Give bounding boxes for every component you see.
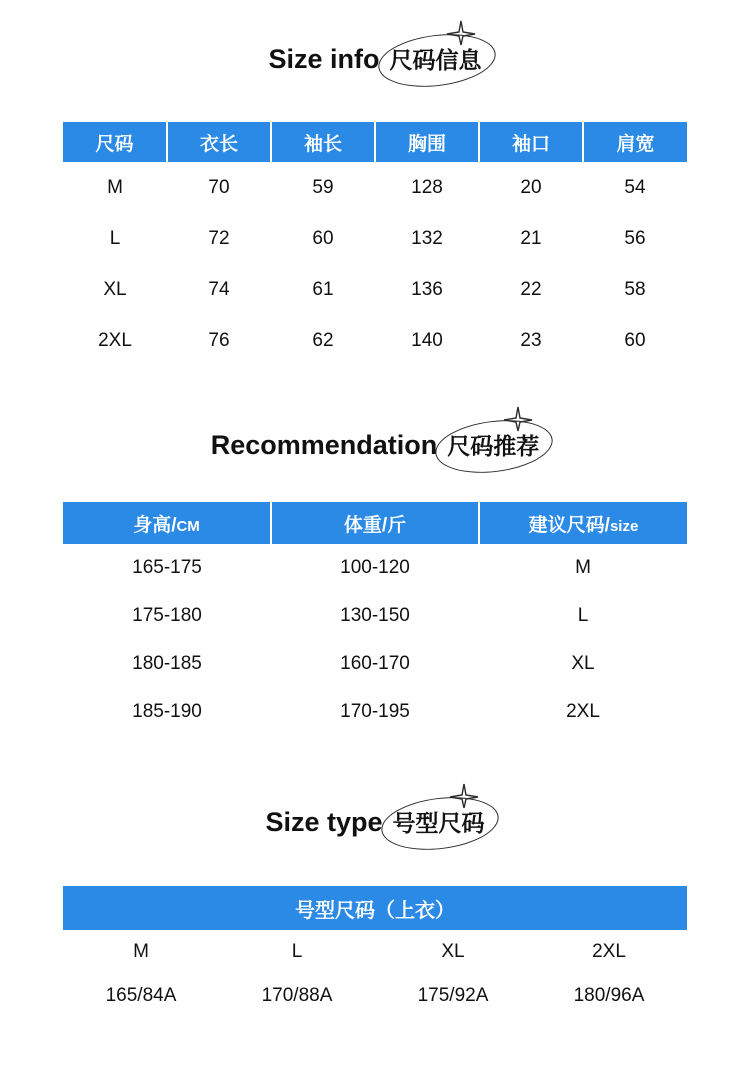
size-info-table: [63, 122, 687, 366]
cell: 140: [411, 329, 443, 351]
cell: 136: [411, 278, 443, 300]
cell: 62: [312, 329, 334, 351]
table-row: [63, 264, 687, 315]
cell: 58: [624, 278, 646, 300]
column-header: 袖口: [479, 122, 583, 162]
column-header-unit: size: [609, 517, 639, 535]
cell: M: [107, 176, 123, 198]
cell: 21: [520, 227, 542, 249]
cell: 170/88A: [261, 985, 333, 1006]
column-header-main: 体重/斤: [343, 514, 407, 536]
table-row: [63, 688, 687, 736]
cell: 72: [208, 227, 230, 249]
cell: M: [133, 941, 149, 962]
cell: 70: [208, 176, 230, 198]
cell: 100-120: [340, 557, 410, 578]
section-title-cn-wrap: [393, 805, 485, 838]
table-row: [63, 592, 687, 640]
table-row: [63, 930, 687, 974]
table-row: [63, 640, 687, 688]
cell: 60: [624, 329, 646, 351]
section-title-cn: 尺码推荐: [447, 433, 540, 459]
sparkle-icon: [447, 783, 481, 809]
table-header-row: [63, 502, 687, 544]
column-header-main: 身高/: [133, 514, 177, 536]
column-header: [63, 502, 271, 544]
cell: 175/92A: [417, 985, 489, 1006]
column-header: 袖长: [271, 122, 375, 162]
section-title-cn: 尺码信息: [389, 47, 482, 73]
cell: 128: [411, 176, 443, 198]
section-title-en: Size type: [265, 807, 383, 837]
cell: L: [109, 227, 121, 249]
cell: 56: [624, 227, 646, 249]
cell: 132: [411, 227, 443, 249]
section-title-en: Size info: [268, 44, 380, 74]
table-row: [63, 213, 687, 264]
column-header-main: 建议尺码/: [528, 514, 610, 536]
column-header: 肩宽: [583, 122, 687, 162]
sparkle-icon: [501, 406, 535, 432]
column-header: 号型尺码（上衣）: [63, 886, 687, 930]
cell: 2XL: [566, 701, 600, 722]
table-header-row: [63, 886, 687, 930]
cell: L: [577, 605, 589, 626]
cell: 23: [520, 329, 542, 351]
cell: 20: [520, 176, 542, 198]
cell: 59: [312, 176, 334, 198]
cell: 2XL: [98, 329, 132, 351]
cell: 180-185: [132, 653, 202, 674]
cell: 60: [312, 227, 334, 249]
table-header-row: [63, 122, 687, 162]
cell: 2XL: [592, 941, 626, 962]
column-header: 胸围: [375, 122, 479, 162]
table-row: [63, 544, 687, 592]
cell: XL: [441, 941, 465, 962]
cell: 130-150: [340, 605, 410, 626]
cell: 54: [624, 176, 646, 198]
cell: 185-190: [132, 701, 202, 722]
column-header: [479, 502, 687, 544]
column-header-unit: CM: [176, 517, 200, 535]
section-heading-size-type: [0, 805, 750, 838]
table-row: [63, 974, 687, 1018]
section-heading-recommendation: [0, 428, 750, 461]
sparkle-icon: [444, 20, 478, 46]
table-row: [63, 162, 687, 213]
cell: L: [291, 941, 303, 962]
cell: 74: [208, 278, 230, 300]
cell: 175-180: [132, 605, 202, 626]
cell: 165-175: [132, 557, 202, 578]
cell: 160-170: [340, 653, 410, 674]
cell: 165/84A: [105, 985, 177, 1006]
cell: 76: [208, 329, 230, 351]
cell: 61: [312, 278, 334, 300]
section-heading-size-info: [0, 42, 750, 75]
cell: XL: [571, 653, 595, 674]
cell: 180/96A: [573, 985, 645, 1006]
size-type-table: [63, 886, 687, 1018]
cell: 22: [520, 278, 542, 300]
section-title-en: Recommendation: [210, 430, 438, 460]
table-row: [63, 315, 687, 366]
section-title-cn-wrap: [447, 428, 539, 461]
column-header: 衣长: [167, 122, 271, 162]
cell: 170-195: [340, 701, 410, 722]
column-header: [271, 502, 479, 544]
recommendation-table: [63, 502, 687, 736]
section-title-cn-wrap: [390, 42, 482, 75]
section-title-cn: 号型尺码: [392, 810, 485, 836]
cell: XL: [103, 278, 127, 300]
cell: M: [575, 557, 591, 578]
column-header: 尺码: [63, 122, 167, 162]
